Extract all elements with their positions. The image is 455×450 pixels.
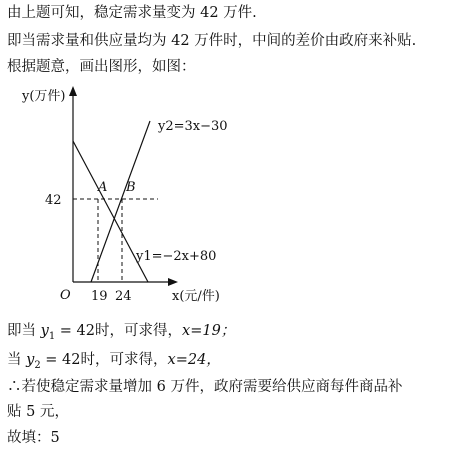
text-line-3: 根据题意，画出图形，如图：	[7, 59, 196, 75]
text-line-5-middle: = 42时，可求得，	[45, 352, 168, 368]
text-line-4-result: x=19；	[182, 323, 236, 339]
text-line-6: ∴若使稳定需求量增加 6 万件，政府需要给供应商每件商品补	[7, 379, 403, 395]
text-line-4-middle: = 42时，可求得，	[59, 323, 183, 339]
text-line-1: 由上题可知，稳定需求量变为 42 万件.	[7, 5, 257, 21]
origin-label: O	[60, 288, 71, 303]
text-line-2: 即当需求量和供应量均为 42 万件时，中间的差价由政府来补贴.	[7, 33, 417, 49]
x-tick-19: 19	[91, 289, 108, 304]
series-label-y2: y2=3x−30	[158, 119, 228, 134]
point-a-label: A	[98, 180, 108, 195]
text-line-4-prefix: 即当	[7, 323, 36, 339]
y-axis-label: y(万件)	[22, 89, 66, 104]
x-axis-arrow	[168, 278, 178, 286]
y-tick-42: 42	[45, 193, 62, 208]
text-line-5: 当 $y_2 = 42$时，可求得，x=24，	[7, 352, 221, 371]
y-axis-arrow	[69, 86, 77, 96]
point-b-label: B	[126, 180, 136, 195]
text-line-7: 贴 5 元，	[7, 404, 69, 420]
text-line-8: 故填：5	[7, 430, 60, 446]
text-line-5-result: x=24，	[167, 352, 221, 368]
x-tick-24: 24	[115, 289, 132, 304]
x-axis-label: x(元/件)	[172, 289, 220, 304]
graph-figure	[0, 84, 455, 316]
series-label-y1: y1=−2x+80	[136, 249, 217, 264]
text-line-5-prefix: 当	[7, 352, 22, 368]
text-line-4: 即当 $y_1 = 42$时，可求得，x=19；	[7, 323, 236, 342]
